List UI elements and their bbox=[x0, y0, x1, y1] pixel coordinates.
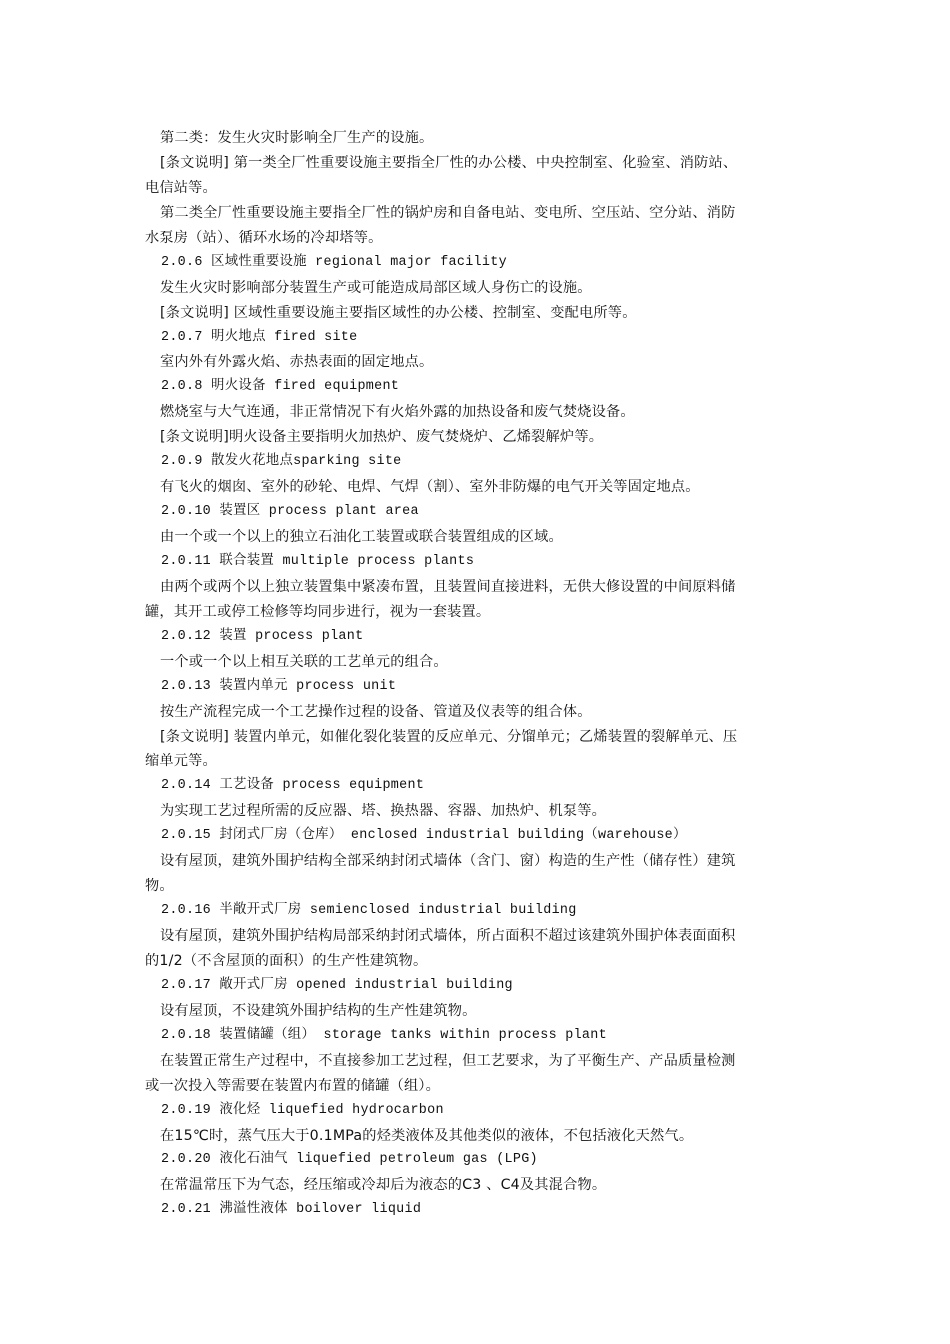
text-line: 设有屋顶，建筑外围护结构局部采纳封闭式墙体，所占面积不超过该建筑外围护体表面面积 bbox=[160, 928, 736, 944]
text-line: [条文说明] 第一类全厂性重要设施主要指全厂性的办公楼、中央控制室、化验室、消防站、 bbox=[160, 154, 738, 171]
text-line: 一个或一个以上相互关联的工艺单元的组合。 bbox=[160, 653, 448, 670]
text-line: 设有屋顶，不设建筑外围护结构的生产性建筑物。 bbox=[160, 1002, 477, 1019]
term-heading: 2.0.8 明火设备 fired equipment bbox=[161, 379, 400, 395]
text-line: 罐，其开工或停工检修等均同步进行，视为一套装置。 bbox=[145, 603, 491, 620]
text-line: 发生火灾时影响部分装置生产或可能造成局部区域人身伤亡的设施。 bbox=[160, 279, 592, 296]
term-heading: 2.0.7 明火地点 fired site bbox=[161, 329, 358, 345]
text-line: [条文说明] 装置内单元，如催化裂化装置的反应单元、分馏单元；乙烯装置的裂解单元、压 bbox=[160, 728, 738, 745]
text-line: 由一个或一个以上的独立石油化工装置或联合装置组成的区域。 bbox=[160, 529, 563, 545]
term-heading: 2.0.12 装置 process plant bbox=[161, 628, 364, 644]
text-line: 第二类全厂性重要设施主要指全厂性的锅炉房和自备电站、变电所、空压站、空分站、消防 bbox=[160, 204, 736, 221]
term-heading: 2.0.11 联合装置 multiple process plants bbox=[161, 553, 475, 569]
text-line: 由两个或两个以上独立装置集中紧凑布置，且装置间直接进料，无供大修设置的中间原料储 bbox=[160, 578, 736, 595]
term-heading: 2.0.6 区域性重要设施 regional major facility bbox=[161, 254, 507, 270]
text-line: 在15℃时，蒸气压大于0.1MPa的烃类液体及其他类似的液体，不包括液化天然气。 bbox=[160, 1127, 694, 1144]
term-heading: 2.0.20 液化石油气 liquefied petroleum gas (LPG) bbox=[161, 1152, 538, 1168]
text-line: 设有屋顶，建筑外围护结构全部采纳封闭式墙体（含门、窗）构造的生产性（储存性）建筑 bbox=[160, 853, 736, 870]
term-heading: 2.0.13 装置内单元 process unit bbox=[161, 678, 397, 694]
text-line: [条文说明]明火设备主要指明火加热炉、废气焚烧炉、乙烯裂解炉等。 bbox=[160, 429, 604, 446]
text-line: 或一次投入等需要在装置内布置的储罐（组）。 bbox=[145, 1077, 441, 1094]
text-line: 按生产流程完成一个工艺操作过程的设备、管道及仪表等的组合体。 bbox=[160, 703, 592, 720]
text-line: 水泵房（站）、循环水场的冷却塔等。 bbox=[145, 229, 383, 246]
text-line: 在装置正常生产过程中，不直接参加工艺过程，但工艺要求，为了平衡生产、产品质量检测 bbox=[160, 1052, 736, 1069]
term-heading: 2.0.17 敞开式厂房 opened industrial building bbox=[161, 977, 513, 993]
term-heading: 2.0.9 散发火花地点sparking site bbox=[161, 454, 402, 470]
term-heading: 2.0.16 半敞开式厂房 semienclosed industrial building bbox=[161, 903, 577, 919]
text-line: 的1/2（不含屋顶的面积）的生产性建筑物。 bbox=[145, 952, 428, 969]
text-line: 室内外有外露火焰、赤热表面的固定地点。 bbox=[160, 354, 434, 371]
text-line: 缩单元等。 bbox=[145, 753, 217, 770]
term-heading: 2.0.15 封闭式厂房（仓库） enclosed industrial building（warehouse） bbox=[161, 828, 687, 844]
term-heading: 2.0.18 装置储罐（组） storage tanks within process plant bbox=[161, 1027, 607, 1043]
term-heading: 2.0.10 装置区 process plant area bbox=[161, 504, 419, 520]
text-line: 在常温常压下为气态，经压缩或冷却后为液态的C3 、C4及其混合物。 bbox=[160, 1177, 607, 1194]
text-line: 燃烧室与大气连通，非正常情况下有火焰外露的加热设备和废气焚烧设备。 bbox=[160, 404, 635, 421]
term-heading: 2.0.14 工艺设备 process equipment bbox=[161, 778, 425, 794]
text-line: [条文说明] 区域性重要设施主要指区域性的办公楼、控制室、变配电所等。 bbox=[160, 304, 637, 321]
term-heading: 2.0.19 液化烃 liquefied hydrocarbon bbox=[161, 1102, 444, 1118]
text-line: 为实现工艺过程所需的反应器、塔、换热器、容器、加热炉、机泵等。 bbox=[160, 803, 607, 820]
text-line: 有飞火的烟囱、室外的砂轮、电焊、气焊（割）、室外非防爆的电气开关等固定地点。 bbox=[160, 479, 700, 496]
text-line: 电信站等。 bbox=[145, 179, 217, 196]
term-heading: 2.0.21 沸溢性液体 boilover liquid bbox=[161, 1202, 422, 1218]
text-line: 第二类：发生火灾时影响全厂生产的设施。 bbox=[160, 130, 434, 146]
document-page bbox=[145, 126, 815, 1223]
text-line: 物。 bbox=[145, 878, 174, 895]
